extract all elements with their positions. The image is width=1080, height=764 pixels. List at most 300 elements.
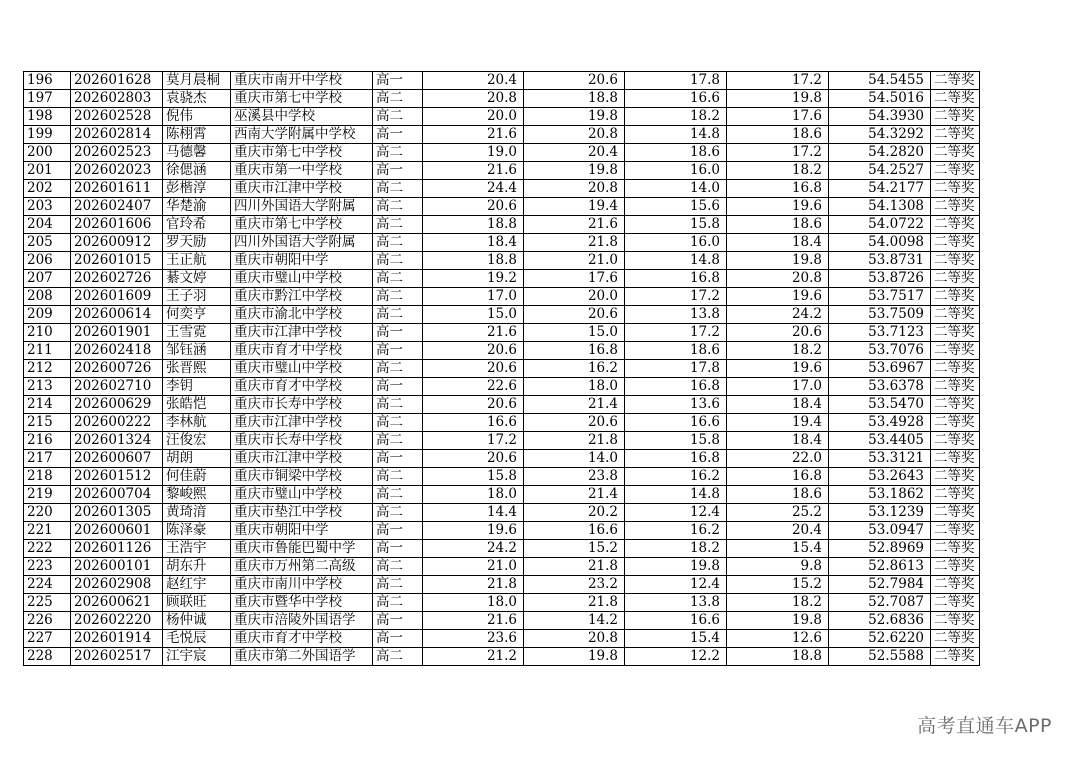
rank-cell: 197 <box>24 90 71 108</box>
school-cell: 重庆市铜梁中学校 <box>231 468 373 486</box>
score-3-cell: 18.6 <box>625 144 727 162</box>
exam-id-cell: 202602726 <box>71 270 163 288</box>
award-cell: 二等奖 <box>931 72 980 90</box>
school-cell: 重庆市南川中学校 <box>231 576 373 594</box>
award-cell: 二等奖 <box>931 612 980 630</box>
school-cell: 四川外国语大学附属 <box>231 234 373 252</box>
score-3-cell: 18.2 <box>625 108 727 126</box>
score-2-cell: 15.2 <box>524 540 625 558</box>
name-cell: 官玲希 <box>163 216 231 234</box>
rank-cell: 227 <box>24 630 71 648</box>
total-cell: 52.6220 <box>829 630 931 648</box>
table-row <box>24 558 980 576</box>
award-cell: 二等奖 <box>931 558 980 576</box>
exam-id-cell: 202601305 <box>71 504 163 522</box>
score-2-cell: 23.2 <box>524 576 625 594</box>
score-1-cell: 18.8 <box>423 216 524 234</box>
score-4-cell: 12.6 <box>727 630 829 648</box>
total-cell: 53.7076 <box>829 342 931 360</box>
grade-cell: 高一 <box>373 324 423 342</box>
name-cell: 黄琦湇 <box>163 504 231 522</box>
score-1-cell: 20.6 <box>423 396 524 414</box>
school-cell: 重庆市黔江中学校 <box>231 288 373 306</box>
name-cell: 彭楷淳 <box>163 180 231 198</box>
name-cell: 胡东升 <box>163 558 231 576</box>
exam-id-cell: 202601628 <box>71 72 163 90</box>
rank-cell: 218 <box>24 468 71 486</box>
school-cell: 重庆市育才中学校 <box>231 342 373 360</box>
total-cell: 52.7984 <box>829 576 931 594</box>
score-1-cell: 20.6 <box>423 450 524 468</box>
rank-cell: 208 <box>24 288 71 306</box>
exam-id-cell: 202601015 <box>71 252 163 270</box>
rank-cell: 205 <box>24 234 71 252</box>
school-cell: 重庆市第七中学校 <box>231 216 373 234</box>
name-cell: 汪俊宏 <box>163 432 231 450</box>
school-cell: 重庆市江津中学校 <box>231 450 373 468</box>
exam-id-cell: 202601611 <box>71 180 163 198</box>
school-cell: 重庆市璧山中学校 <box>231 360 373 378</box>
rank-cell: 198 <box>24 108 71 126</box>
school-cell: 重庆市江津中学校 <box>231 414 373 432</box>
score-4-cell: 18.2 <box>727 342 829 360</box>
total-cell: 52.5588 <box>829 648 931 666</box>
score-2-cell: 19.8 <box>524 162 625 180</box>
score-3-cell: 16.8 <box>625 378 727 396</box>
score-4-cell: 19.6 <box>727 360 829 378</box>
total-cell: 53.7509 <box>829 306 931 324</box>
total-cell: 54.2820 <box>829 144 931 162</box>
rank-cell: 225 <box>24 594 71 612</box>
rank-cell: 203 <box>24 198 71 216</box>
award-cell: 二等奖 <box>931 360 980 378</box>
score-3-cell: 14.0 <box>625 180 727 198</box>
score-2-cell: 20.0 <box>524 288 625 306</box>
score-3-cell: 13.6 <box>625 396 727 414</box>
table-row <box>24 216 980 234</box>
score-3-cell: 16.6 <box>625 90 727 108</box>
grade-cell: 高二 <box>373 90 423 108</box>
total-cell: 54.2177 <box>829 180 931 198</box>
score-1-cell: 23.6 <box>423 630 524 648</box>
rank-cell: 221 <box>24 522 71 540</box>
table-row <box>24 630 980 648</box>
table-row <box>24 360 980 378</box>
score-1-cell: 20.8 <box>423 90 524 108</box>
exam-id-cell: 202601901 <box>71 324 163 342</box>
school-cell: 重庆市璧山中学校 <box>231 270 373 288</box>
exam-id-cell: 202600704 <box>71 486 163 504</box>
grade-cell: 高一 <box>373 540 423 558</box>
table-row <box>24 414 980 432</box>
name-cell: 毛悦辰 <box>163 630 231 648</box>
rank-cell: 209 <box>24 306 71 324</box>
school-cell: 重庆市育才中学校 <box>231 630 373 648</box>
table-row <box>24 612 980 630</box>
table-row <box>24 504 980 522</box>
name-cell: 张晋熙 <box>163 360 231 378</box>
school-cell: 重庆市长寿中学校 <box>231 432 373 450</box>
name-cell: 赵红宇 <box>163 576 231 594</box>
school-cell: 重庆市第一中学校 <box>231 162 373 180</box>
score-2-cell: 19.8 <box>524 108 625 126</box>
score-1-cell: 19.2 <box>423 270 524 288</box>
grade-cell: 高二 <box>373 648 423 666</box>
school-cell: 重庆市江津中学校 <box>231 324 373 342</box>
award-cell: 二等奖 <box>931 486 980 504</box>
total-cell: 54.3930 <box>829 108 931 126</box>
school-cell: 重庆市暨华中学校 <box>231 594 373 612</box>
score-4-cell: 19.8 <box>727 612 829 630</box>
grade-cell: 高二 <box>373 288 423 306</box>
table-row <box>24 432 980 450</box>
score-1-cell: 15.8 <box>423 468 524 486</box>
score-2-cell: 20.2 <box>524 504 625 522</box>
score-2-cell: 20.8 <box>524 180 625 198</box>
award-cell: 二等奖 <box>931 648 980 666</box>
award-cell: 二等奖 <box>931 414 980 432</box>
results-table <box>23 71 980 666</box>
grade-cell: 高二 <box>373 198 423 216</box>
score-4-cell: 16.8 <box>727 180 829 198</box>
score-3-cell: 12.4 <box>625 576 727 594</box>
score-4-cell: 16.8 <box>727 468 829 486</box>
table-row <box>24 270 980 288</box>
exam-id-cell: 202601914 <box>71 630 163 648</box>
name-cell: 杨仲诚 <box>163 612 231 630</box>
score-3-cell: 13.8 <box>625 594 727 612</box>
award-cell: 二等奖 <box>931 324 980 342</box>
grade-cell: 高二 <box>373 486 423 504</box>
name-cell: 胡朗 <box>163 450 231 468</box>
exam-id-cell: 202600607 <box>71 450 163 468</box>
score-2-cell: 21.8 <box>524 594 625 612</box>
exam-id-cell: 202602803 <box>71 90 163 108</box>
school-cell: 重庆市璧山中学校 <box>231 486 373 504</box>
name-cell: 王正航 <box>163 252 231 270</box>
score-4-cell: 20.4 <box>727 522 829 540</box>
rank-cell: 228 <box>24 648 71 666</box>
award-cell: 二等奖 <box>931 144 980 162</box>
name-cell: 马德馨 <box>163 144 231 162</box>
award-cell: 二等奖 <box>931 180 980 198</box>
name-cell: 黎峻熙 <box>163 486 231 504</box>
exam-id-cell: 202602528 <box>71 108 163 126</box>
score-2-cell: 18.8 <box>524 90 625 108</box>
total-cell: 52.8613 <box>829 558 931 576</box>
score-4-cell: 15.2 <box>727 576 829 594</box>
rank-cell: 214 <box>24 396 71 414</box>
watermark: 高考直通车APP <box>917 715 1052 737</box>
grade-cell: 高二 <box>373 468 423 486</box>
award-cell: 二等奖 <box>931 306 980 324</box>
rank-cell: 217 <box>24 450 71 468</box>
score-1-cell: 17.0 <box>423 288 524 306</box>
total-cell: 53.4928 <box>829 414 931 432</box>
total-cell: 53.6378 <box>829 378 931 396</box>
score-4-cell: 19.8 <box>727 252 829 270</box>
school-cell: 重庆市长寿中学校 <box>231 396 373 414</box>
award-cell: 二等奖 <box>931 198 980 216</box>
table-row <box>24 450 980 468</box>
score-4-cell: 19.6 <box>727 288 829 306</box>
exam-id-cell: 202601606 <box>71 216 163 234</box>
school-cell: 西南大学附属中学校 <box>231 126 373 144</box>
table-row <box>24 180 980 198</box>
score-1-cell: 17.2 <box>423 432 524 450</box>
score-2-cell: 14.0 <box>524 450 625 468</box>
rank-cell: 202 <box>24 180 71 198</box>
name-cell: 张皓恺 <box>163 396 231 414</box>
name-cell: 王雪霓 <box>163 324 231 342</box>
score-1-cell: 20.0 <box>423 108 524 126</box>
table-row <box>24 144 980 162</box>
grade-cell: 高一 <box>373 126 423 144</box>
score-2-cell: 21.8 <box>524 432 625 450</box>
name-cell: 袁骁杰 <box>163 90 231 108</box>
name-cell: 华楚渝 <box>163 198 231 216</box>
rank-cell: 220 <box>24 504 71 522</box>
score-2-cell: 16.8 <box>524 342 625 360</box>
table-row <box>24 198 980 216</box>
table-row <box>24 378 980 396</box>
table-row <box>24 468 980 486</box>
rank-cell: 224 <box>24 576 71 594</box>
grade-cell: 高一 <box>373 342 423 360</box>
score-1-cell: 24.4 <box>423 180 524 198</box>
total-cell: 53.2643 <box>829 468 931 486</box>
score-4-cell: 19.4 <box>727 414 829 432</box>
score-2-cell: 23.8 <box>524 468 625 486</box>
school-cell: 重庆市育才中学校 <box>231 378 373 396</box>
score-3-cell: 19.8 <box>625 558 727 576</box>
school-cell: 重庆市万州第二高级 <box>231 558 373 576</box>
score-1-cell: 21.6 <box>423 324 524 342</box>
award-cell: 二等奖 <box>931 288 980 306</box>
award-cell: 二等奖 <box>931 540 980 558</box>
exam-id-cell: 202601609 <box>71 288 163 306</box>
rank-cell: 212 <box>24 360 71 378</box>
exam-id-cell: 202602814 <box>71 126 163 144</box>
rank-cell: 199 <box>24 126 71 144</box>
score-1-cell: 24.2 <box>423 540 524 558</box>
exam-id-cell: 202600629 <box>71 396 163 414</box>
grade-cell: 高二 <box>373 108 423 126</box>
award-cell: 二等奖 <box>931 432 980 450</box>
school-cell: 重庆市垫江中学校 <box>231 504 373 522</box>
score-4-cell: 17.2 <box>727 144 829 162</box>
name-cell: 陈栩霄 <box>163 126 231 144</box>
grade-cell: 高一 <box>373 630 423 648</box>
exam-id-cell: 202600601 <box>71 522 163 540</box>
score-3-cell: 16.6 <box>625 414 727 432</box>
award-cell: 二等奖 <box>931 342 980 360</box>
score-2-cell: 18.0 <box>524 378 625 396</box>
total-cell: 53.1239 <box>829 504 931 522</box>
school-cell: 重庆市江津中学校 <box>231 180 373 198</box>
score-4-cell: 9.8 <box>727 558 829 576</box>
rank-cell: 211 <box>24 342 71 360</box>
exam-id-cell: 202602418 <box>71 342 163 360</box>
exam-id-cell: 202602908 <box>71 576 163 594</box>
exam-id-cell: 202600614 <box>71 306 163 324</box>
name-cell: 邹钰涵 <box>163 342 231 360</box>
grade-cell: 高二 <box>373 270 423 288</box>
award-cell: 二等奖 <box>931 378 980 396</box>
award-cell: 二等奖 <box>931 234 980 252</box>
grade-cell: 高二 <box>373 414 423 432</box>
grade-cell: 高二 <box>373 252 423 270</box>
score-4-cell: 18.2 <box>727 162 829 180</box>
score-2-cell: 21.6 <box>524 216 625 234</box>
score-4-cell: 18.4 <box>727 432 829 450</box>
exam-id-cell: 202601126 <box>71 540 163 558</box>
score-4-cell: 17.2 <box>727 72 829 90</box>
score-1-cell: 16.6 <box>423 414 524 432</box>
grade-cell: 高二 <box>373 360 423 378</box>
score-1-cell: 19.6 <box>423 522 524 540</box>
table-row <box>24 252 980 270</box>
total-cell: 53.8731 <box>829 252 931 270</box>
name-cell: 李钥 <box>163 378 231 396</box>
school-cell: 重庆市朝阳中学 <box>231 522 373 540</box>
score-3-cell: 15.8 <box>625 432 727 450</box>
score-1-cell: 18.0 <box>423 594 524 612</box>
score-2-cell: 17.6 <box>524 270 625 288</box>
table-row <box>24 90 980 108</box>
award-cell: 二等奖 <box>931 450 980 468</box>
rank-cell: 206 <box>24 252 71 270</box>
score-3-cell: 18.6 <box>625 342 727 360</box>
score-3-cell: 12.2 <box>625 648 727 666</box>
award-cell: 二等奖 <box>931 252 980 270</box>
total-cell: 54.3292 <box>829 126 931 144</box>
score-1-cell: 20.6 <box>423 198 524 216</box>
award-cell: 二等奖 <box>931 396 980 414</box>
total-cell: 53.6967 <box>829 360 931 378</box>
grade-cell: 高一 <box>373 378 423 396</box>
score-3-cell: 15.8 <box>625 216 727 234</box>
score-1-cell: 22.6 <box>423 378 524 396</box>
name-cell: 顾联旺 <box>163 594 231 612</box>
total-cell: 53.4405 <box>829 432 931 450</box>
grade-cell: 高二 <box>373 504 423 522</box>
score-1-cell: 19.0 <box>423 144 524 162</box>
school-cell: 重庆市涪陵外国语学 <box>231 612 373 630</box>
total-cell: 53.1862 <box>829 486 931 504</box>
exam-id-cell: 202602407 <box>71 198 163 216</box>
school-cell: 重庆市南开中学校 <box>231 72 373 90</box>
total-cell: 54.5455 <box>829 72 931 90</box>
school-cell: 重庆市第七中学校 <box>231 90 373 108</box>
award-cell: 二等奖 <box>931 216 980 234</box>
award-cell: 二等奖 <box>931 162 980 180</box>
score-2-cell: 21.0 <box>524 252 625 270</box>
score-4-cell: 22.0 <box>727 450 829 468</box>
table-row <box>24 306 980 324</box>
table-row <box>24 72 980 90</box>
total-cell: 53.0947 <box>829 522 931 540</box>
name-cell: 莫月晨桐 <box>163 72 231 90</box>
score-1-cell: 20.4 <box>423 72 524 90</box>
name-cell: 倪伟 <box>163 108 231 126</box>
table-row <box>24 648 980 666</box>
school-cell: 四川外国语大学附属 <box>231 198 373 216</box>
exam-id-cell: 202602517 <box>71 648 163 666</box>
rank-cell: 201 <box>24 162 71 180</box>
score-1-cell: 20.6 <box>423 360 524 378</box>
total-cell: 54.5016 <box>829 90 931 108</box>
score-4-cell: 25.2 <box>727 504 829 522</box>
exam-id-cell: 202600621 <box>71 594 163 612</box>
score-4-cell: 19.6 <box>727 198 829 216</box>
name-cell: 陈泽豪 <box>163 522 231 540</box>
table-row <box>24 486 980 504</box>
rank-cell: 219 <box>24 486 71 504</box>
grade-cell: 高二 <box>373 216 423 234</box>
score-2-cell: 20.8 <box>524 630 625 648</box>
table-row <box>24 108 980 126</box>
grade-cell: 高二 <box>373 180 423 198</box>
award-cell: 二等奖 <box>931 90 980 108</box>
award-cell: 二等奖 <box>931 468 980 486</box>
score-1-cell: 15.0 <box>423 306 524 324</box>
score-3-cell: 16.8 <box>625 450 727 468</box>
grade-cell: 高一 <box>373 522 423 540</box>
score-1-cell: 21.6 <box>423 162 524 180</box>
score-1-cell: 21.6 <box>423 612 524 630</box>
rank-cell: 215 <box>24 414 71 432</box>
name-cell: 王浩宇 <box>163 540 231 558</box>
score-2-cell: 14.2 <box>524 612 625 630</box>
score-4-cell: 18.4 <box>727 234 829 252</box>
table-row <box>24 342 980 360</box>
score-3-cell: 17.8 <box>625 72 727 90</box>
rank-cell: 213 <box>24 378 71 396</box>
exam-id-cell: 202600222 <box>71 414 163 432</box>
score-2-cell: 15.0 <box>524 324 625 342</box>
table-row <box>24 576 980 594</box>
score-1-cell: 21.0 <box>423 558 524 576</box>
score-1-cell: 18.8 <box>423 252 524 270</box>
rank-cell: 210 <box>24 324 71 342</box>
total-cell: 52.8969 <box>829 540 931 558</box>
rank-cell: 200 <box>24 144 71 162</box>
rank-cell: 223 <box>24 558 71 576</box>
table-row <box>24 324 980 342</box>
grade-cell: 高二 <box>373 594 423 612</box>
name-cell: 徐偲涵 <box>163 162 231 180</box>
exam-id-cell: 202602710 <box>71 378 163 396</box>
score-1-cell: 14.4 <box>423 504 524 522</box>
total-cell: 53.5470 <box>829 396 931 414</box>
award-cell: 二等奖 <box>931 522 980 540</box>
exam-id-cell: 202602023 <box>71 162 163 180</box>
name-cell: 王子羽 <box>163 288 231 306</box>
exam-id-cell: 202600101 <box>71 558 163 576</box>
name-cell: 何佳蔚 <box>163 468 231 486</box>
score-2-cell: 20.8 <box>524 126 625 144</box>
score-3-cell: 16.8 <box>625 270 727 288</box>
rank-cell: 207 <box>24 270 71 288</box>
award-cell: 二等奖 <box>931 630 980 648</box>
score-2-cell: 20.4 <box>524 144 625 162</box>
grade-cell: 高二 <box>373 396 423 414</box>
rank-cell: 222 <box>24 540 71 558</box>
score-4-cell: 18.8 <box>727 648 829 666</box>
score-3-cell: 17.2 <box>625 288 727 306</box>
school-cell: 重庆市朝阳中学 <box>231 252 373 270</box>
